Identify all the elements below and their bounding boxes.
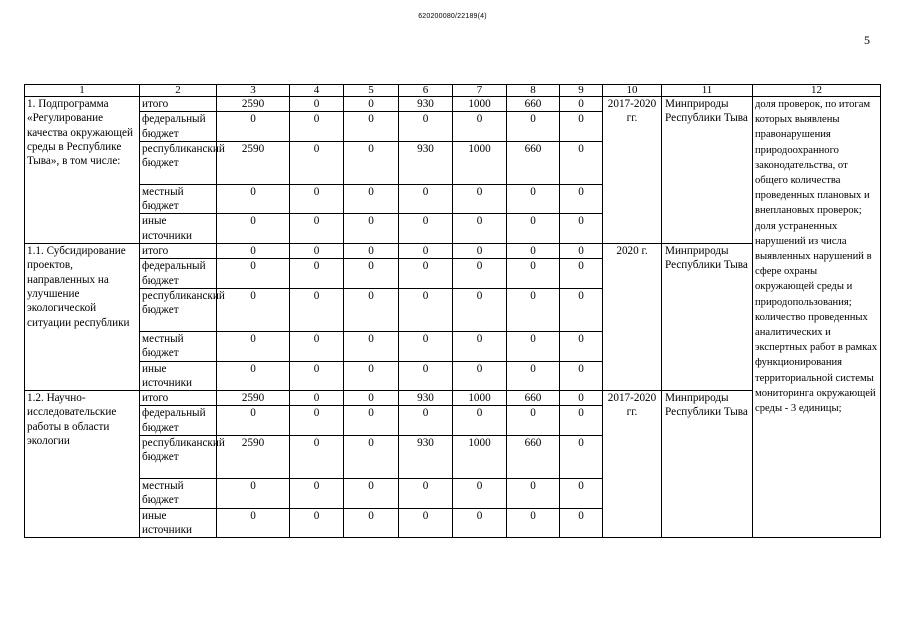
amount-cell: 2590 — [217, 391, 290, 406]
amount-cell: 1000 — [453, 436, 507, 479]
funding-source: республиканский бюджет — [140, 436, 217, 479]
amount-cell: 0 — [344, 508, 399, 538]
table-row — [25, 97, 881, 112]
amount-cell: 0 — [453, 508, 507, 538]
amount-cell: 0 — [217, 508, 290, 538]
amount-cell: 0 — [290, 259, 344, 289]
funding-source: федеральный бюджет — [140, 112, 217, 142]
amount-cell: 0 — [344, 244, 399, 259]
amount-cell: 0 — [344, 214, 399, 244]
amount-cell: 2590 — [217, 97, 290, 112]
amount-cell: 0 — [453, 361, 507, 391]
amount-cell: 0 — [290, 361, 344, 391]
funding-source: республиканский бюджет — [140, 141, 217, 184]
amount-cell: 0 — [217, 112, 290, 142]
amount-cell: 0 — [399, 184, 453, 214]
amount-cell: 0 — [290, 184, 344, 214]
amount-cell: 0 — [290, 508, 344, 538]
amount-cell: 0 — [507, 259, 560, 289]
amount-cell: 930 — [399, 391, 453, 406]
amount-cell: 0 — [453, 331, 507, 361]
amount-cell: 0 — [507, 214, 560, 244]
amount-cell: 0 — [290, 244, 344, 259]
amount-cell: 660 — [507, 141, 560, 184]
amount-cell: 930 — [399, 97, 453, 112]
indicator-note: доля проверок, по итогам которых выявлены правонарушения природоохранного законодательства, от общего количества проведенных плановых и внеплановых проверок; доля устраненных нарушений из числа выявленных нарушений в сфере охраны окружающей среды и природопользования; количество проведенных аналитических и экспертных работ в рамках функционирования территориальной системы мониторинга окружающей среды - 3 единицы; — [753, 97, 881, 538]
executor-cell: Минприроды Республики Тыва — [662, 391, 753, 538]
amount-cell: 0 — [344, 361, 399, 391]
amount-cell: 0 — [290, 112, 344, 142]
activity-name: 1.2. Научно-исследовательские работы в области экологии — [25, 391, 140, 538]
column-header: 11 — [662, 85, 753, 97]
activity-name: 1. Подпрограмма «Регулирование качества окружающей среды в Республике Тыва», в том числе: — [25, 97, 140, 244]
amount-cell: 0 — [507, 479, 560, 509]
amount-cell: 1000 — [453, 97, 507, 112]
column-header: 5 — [344, 85, 399, 97]
column-header: 12 — [753, 85, 881, 97]
column-header: 4 — [290, 85, 344, 97]
amount-cell: 0 — [507, 112, 560, 142]
funding-source: федеральный бюджет — [140, 406, 217, 436]
amount-cell: 0 — [560, 214, 603, 244]
amount-cell: 0 — [453, 259, 507, 289]
amount-cell: 0 — [290, 479, 344, 509]
table-row — [25, 391, 881, 406]
amount-cell: 2590 — [217, 141, 290, 184]
amount-cell: 930 — [399, 141, 453, 184]
amount-cell: 0 — [453, 214, 507, 244]
amount-cell: 0 — [344, 436, 399, 479]
amount-cell: 0 — [217, 479, 290, 509]
amount-cell: 0 — [344, 112, 399, 142]
executor-cell: Минприроды Республики Тыва — [662, 244, 753, 391]
amount-cell: 660 — [507, 436, 560, 479]
amount-cell: 0 — [399, 331, 453, 361]
funding-source: иные источники — [140, 508, 217, 538]
amount-cell: 0 — [560, 141, 603, 184]
amount-cell: 0 — [560, 331, 603, 361]
amount-cell: 660 — [507, 391, 560, 406]
funding-source: итого — [140, 244, 217, 259]
amount-cell: 0 — [217, 214, 290, 244]
amount-cell: 660 — [507, 97, 560, 112]
column-header: 1 — [25, 85, 140, 97]
amount-cell: 0 — [344, 391, 399, 406]
amount-cell: 0 — [560, 184, 603, 214]
period-cell: 2017-2020 гг. — [603, 391, 662, 538]
amount-cell: 0 — [217, 361, 290, 391]
amount-cell: 0 — [217, 184, 290, 214]
amount-cell: 0 — [453, 406, 507, 436]
amount-cell: 0 — [290, 141, 344, 184]
amount-cell: 0 — [217, 288, 290, 331]
amount-cell: 0 — [560, 436, 603, 479]
amount-cell: 0 — [399, 112, 453, 142]
amount-cell: 0 — [399, 244, 453, 259]
amount-cell: 0 — [453, 244, 507, 259]
funding-source: республиканский бюджет — [140, 288, 217, 331]
amount-cell: 0 — [290, 391, 344, 406]
amount-cell: 1000 — [453, 391, 507, 406]
funding-source: местный бюджет — [140, 184, 217, 214]
amount-cell: 0 — [453, 288, 507, 331]
amount-cell: 0 — [217, 244, 290, 259]
amount-cell: 0 — [344, 288, 399, 331]
amount-cell: 0 — [290, 331, 344, 361]
amount-cell: 930 — [399, 436, 453, 479]
document-code: 620200080/22189(4) — [418, 13, 487, 20]
amount-cell: 0 — [344, 184, 399, 214]
amount-cell: 0 — [560, 406, 603, 436]
amount-cell: 0 — [507, 331, 560, 361]
amount-cell: 0 — [399, 259, 453, 289]
amount-cell: 0 — [217, 259, 290, 289]
amount-cell: 0 — [560, 112, 603, 142]
amount-cell: 0 — [507, 406, 560, 436]
amount-cell: 0 — [290, 436, 344, 479]
amount-cell: 0 — [560, 361, 603, 391]
amount-cell: 0 — [507, 288, 560, 331]
amount-cell: 0 — [344, 406, 399, 436]
funding-source: федеральный бюджет — [140, 259, 217, 289]
amount-cell: 0 — [560, 479, 603, 509]
amount-cell: 0 — [399, 288, 453, 331]
amount-cell: 0 — [453, 184, 507, 214]
amount-cell: 0 — [560, 391, 603, 406]
amount-cell: 2590 — [217, 436, 290, 479]
amount-cell: 0 — [507, 361, 560, 391]
amount-cell: 0 — [507, 244, 560, 259]
amount-cell: 0 — [344, 141, 399, 184]
funding-source: иные источники — [140, 361, 217, 391]
funding-source: итого — [140, 391, 217, 406]
amount-cell: 0 — [290, 214, 344, 244]
amount-cell: 0 — [217, 406, 290, 436]
funding-source: иные источники — [140, 214, 217, 244]
amount-cell: 0 — [344, 97, 399, 112]
amount-cell: 0 — [560, 508, 603, 538]
amount-cell: 0 — [560, 244, 603, 259]
amount-cell: 0 — [399, 361, 453, 391]
header-row — [25, 85, 881, 97]
column-header: 10 — [603, 85, 662, 97]
funding-source: местный бюджет — [140, 331, 217, 361]
amount-cell: 0 — [453, 112, 507, 142]
period-cell: 2020 г. — [603, 244, 662, 391]
column-header: 2 — [140, 85, 217, 97]
amount-cell: 0 — [344, 479, 399, 509]
amount-cell: 0 — [290, 288, 344, 331]
amount-cell: 0 — [290, 406, 344, 436]
amount-cell: 0 — [290, 97, 344, 112]
amount-cell: 0 — [399, 479, 453, 509]
funding-source: местный бюджет — [140, 479, 217, 509]
period-cell: 2017-2020 гг. — [603, 97, 662, 244]
amount-cell: 0 — [217, 331, 290, 361]
funding-source: итого — [140, 97, 217, 112]
amount-cell: 0 — [344, 259, 399, 289]
amount-cell: 0 — [560, 288, 603, 331]
amount-cell: 0 — [560, 97, 603, 112]
amount-cell: 0 — [344, 331, 399, 361]
table-row — [25, 244, 881, 259]
amount-cell: 0 — [507, 508, 560, 538]
amount-cell: 1000 — [453, 141, 507, 184]
page-number: 5 — [864, 33, 870, 47]
executor-cell: Минприроды Республики Тыва — [662, 97, 753, 244]
column-header: 8 — [507, 85, 560, 97]
column-header: 6 — [399, 85, 453, 97]
amount-cell: 0 — [560, 259, 603, 289]
amount-cell: 0 — [399, 406, 453, 436]
amount-cell: 0 — [399, 508, 453, 538]
column-header: 9 — [560, 85, 603, 97]
amount-cell: 0 — [453, 479, 507, 509]
column-header: 3 — [217, 85, 290, 97]
budget-table — [24, 84, 881, 538]
amount-cell: 0 — [399, 214, 453, 244]
activity-name: 1.1. Субсидирование проектов, направленных на улучшение экологической ситуации республики — [25, 244, 140, 391]
amount-cell: 0 — [507, 184, 560, 214]
column-header: 7 — [453, 85, 507, 97]
